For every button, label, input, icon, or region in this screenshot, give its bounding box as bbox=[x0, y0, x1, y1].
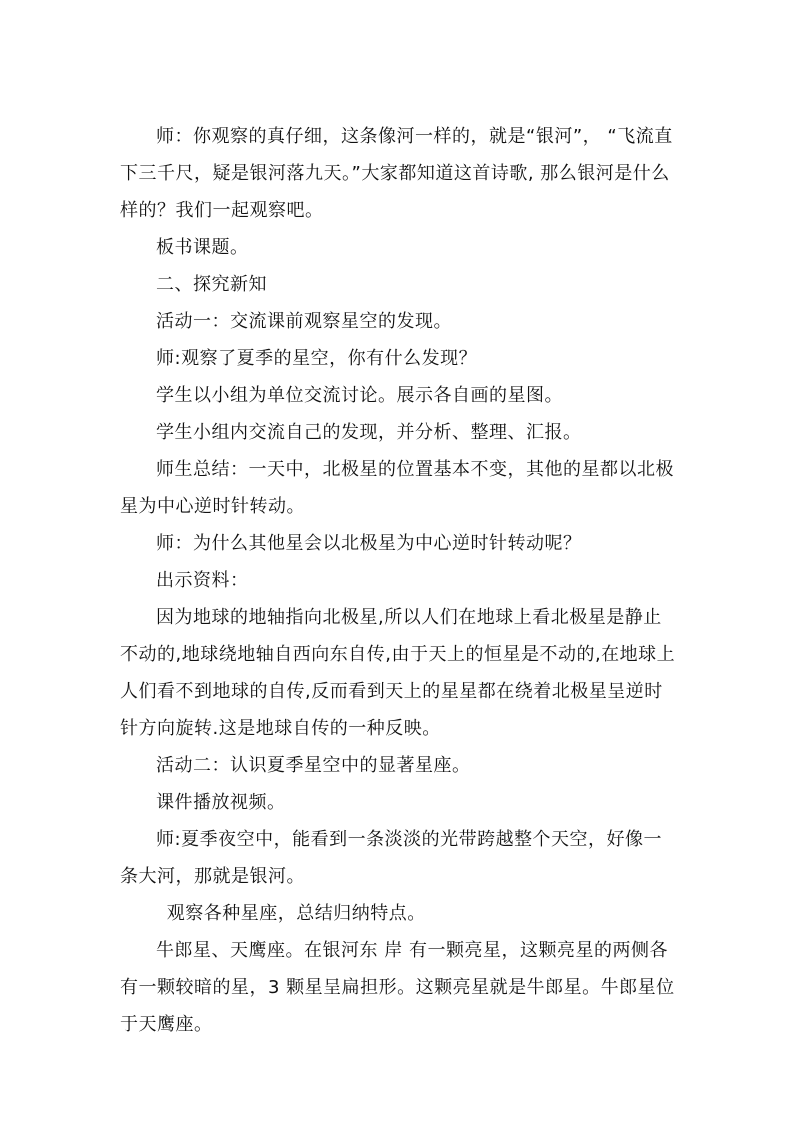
paragraph-teacher-question: 师:观察了夏季的星空，你有什么发现？ bbox=[156, 348, 478, 369]
paragraph-altair-aquila: 牛郎星、天鹰座。在银河东 岸 有一颗亮星，这颗亮星的两侧各有一颗较暗的星，3 颗星呈扁担形。这颗亮星就是牛郎星。牛郎星位于天鹰座。 bbox=[120, 940, 675, 1035]
paragraph-activity-one: 活动一：交流课前观察星空的发现。 bbox=[156, 311, 452, 332]
paragraph-teacher-summer-sky: 师:夏季夜空中，能看到一条淡淡的光带跨越整个天空，好像一条大河，那就是银河。 bbox=[120, 829, 663, 887]
section-heading-explore: 二、探究新知 bbox=[156, 274, 267, 295]
paragraph-summary: 师生总结：一天中，北极星的位置基本不变，其他的星都以北极星为中心逆时针转动。 bbox=[120, 459, 674, 517]
paragraph-board-title: 板书课题。 bbox=[156, 237, 249, 258]
paragraph-teacher-milky-way-intro: 师：你观察的真仔细，这条像河一样的，就是“银河”， “飞流直下三千尺，疑是银河落九天。”大家都知道这首诗歌, 那么银河是什么样的？我们一起观察吧。 bbox=[120, 126, 673, 221]
paragraph-activity-two: 活动二：认识夏季星空中的显著星座。 bbox=[156, 755, 471, 776]
document-body bbox=[120, 118, 680, 1043]
paragraph-observe-constellations: 观察各种星座，总结归纳特点。 bbox=[166, 903, 426, 924]
paragraph-teacher-why: 师：为什么其他星会以北极星为中心逆时针转动呢？ bbox=[156, 533, 582, 554]
paragraph-group-report: 学生小组内交流自己的发现，并分析、整理、汇报。 bbox=[156, 422, 582, 443]
paragraph-group-discussion: 学生以小组为单位交流讨论。展示各自画的星图。 bbox=[156, 385, 563, 406]
paragraph-play-video: 课件播放视频。 bbox=[156, 792, 286, 813]
paragraph-material-explanation: 因为地球的地轴指向北极星,所以人们在地球上看北极星是静止不动的,地球绕地轴自西向东自传,由于天上的恒星是不动的,在地球上人们看不到地球的自传,反而看到天上的星星都在绕着北极星呈逆时针方向旋转.这是地球自传的一种反映。 bbox=[120, 607, 676, 739]
paragraph-show-material: 出示资料： bbox=[156, 570, 249, 591]
